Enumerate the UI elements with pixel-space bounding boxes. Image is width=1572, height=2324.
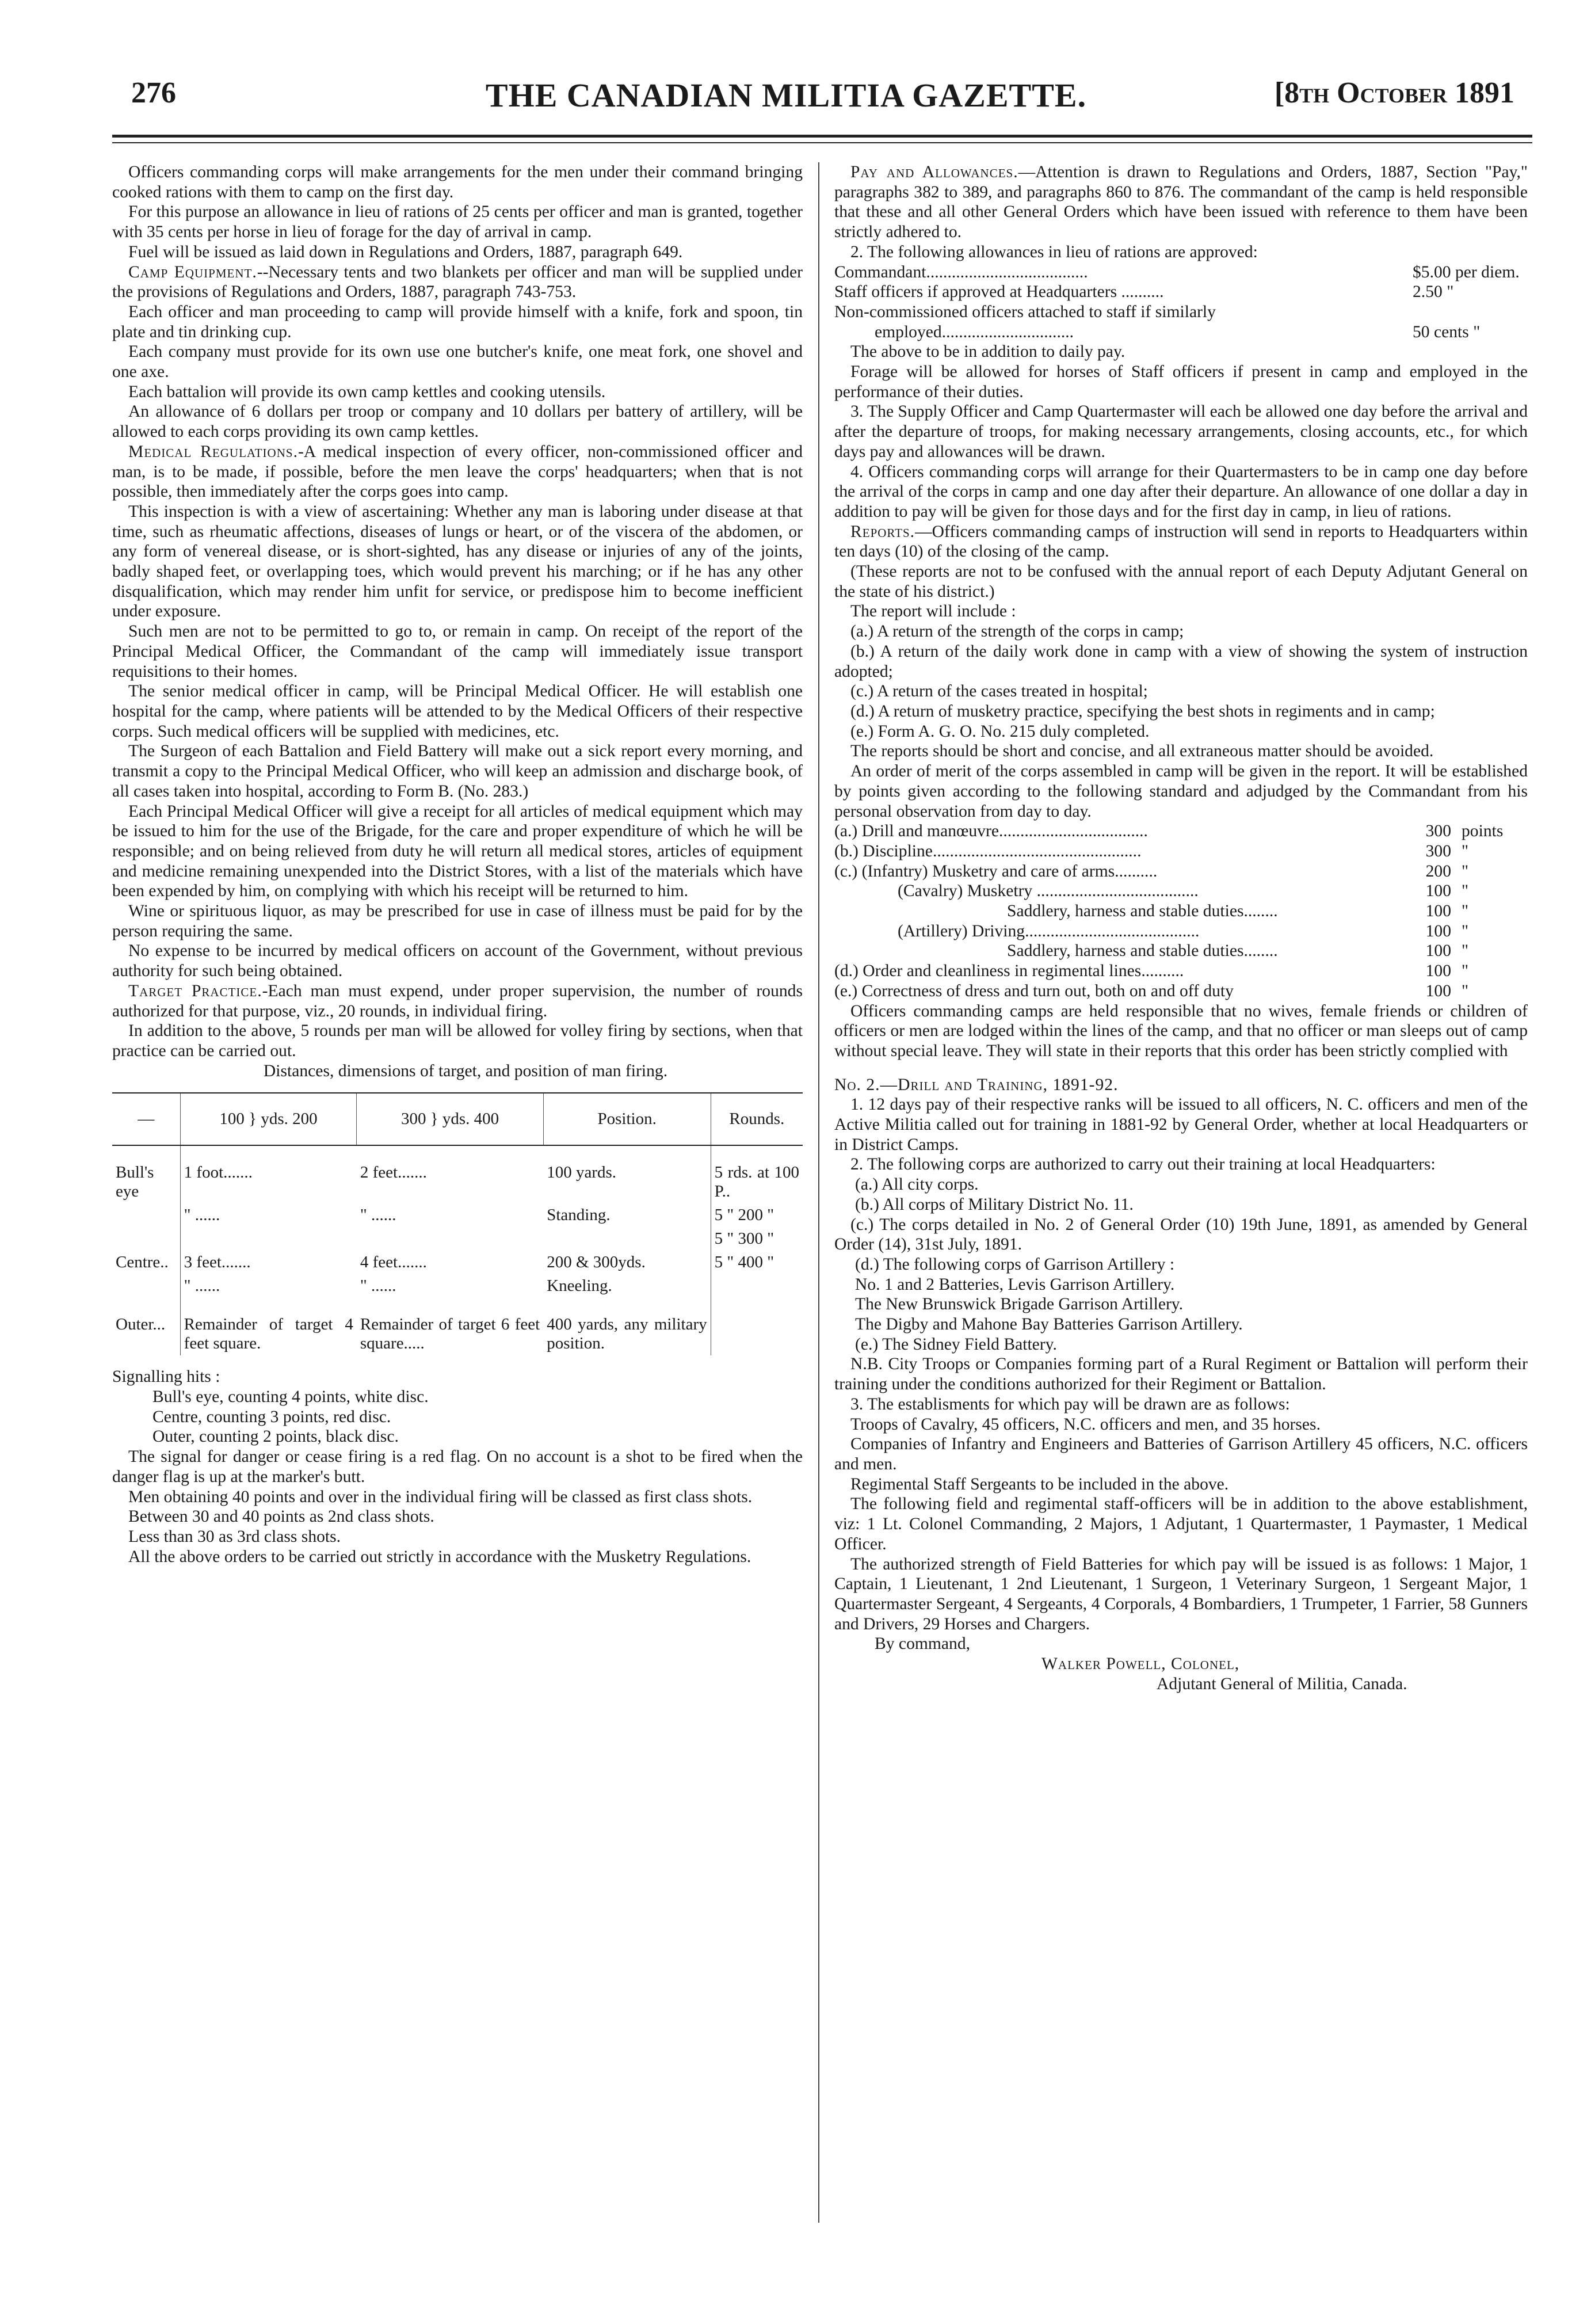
signal-item: Centre, counting 3 points, red disc.: [152, 1407, 391, 1426]
merit-unit: ": [1462, 962, 1469, 981]
table-cell: 5 " 200 ": [714, 1206, 774, 1225]
allowance-value: 50 cents ": [1413, 322, 1481, 341]
issue-date: [8th October 1891: [1274, 77, 1514, 109]
list-item: (d.) The following corps of Garrison Artillery :: [855, 1255, 1175, 1274]
table-cell: [112, 1203, 180, 1227]
paragraph: Such men are not to be permitted to go to, or remain in camp. On receipt of the report of the Principal Medical Officer, the Commandant of the camp will immediately issue transport requisitions to their homes.: [112, 622, 803, 681]
table-row: [112, 1298, 803, 1355]
section-heading: Reports.: [850, 522, 915, 541]
merit-row: [834, 881, 1528, 901]
merit-points: 200: [1425, 862, 1451, 881]
paragraph: Each Principal Medical Officer will give a receipt for all articles of medical equipment which may be issued to him for the use of the Brigade, for the care and proper expenditure of which he will be responsible; and on being relieved from duty he will return all medical stores, articles of equipment and medicine remaining unexpended into the District Stores, with a list of the materials which have been expended by him, on complying with which his receipt will be returned to him.: [112, 802, 803, 901]
table-cell: Kneeling.: [543, 1274, 711, 1298]
distance-table: [112, 1092, 803, 1355]
list-item: (e.) The Sidney Field Battery.: [855, 1335, 1057, 1354]
table-cell: " ......: [360, 1206, 396, 1225]
header-rule: [112, 135, 1532, 138]
signalling-block: [112, 1367, 803, 1447]
paragraph: (These reports are not to be confused with the annual report of each Deputy Adjutant General on the state of his district.): [834, 562, 1528, 601]
page-header: [0, 76, 1572, 122]
allowance-label: Commandant......................................: [834, 262, 1088, 281]
merit-standard-list: [834, 821, 1528, 1001]
table-cell: Standing.: [543, 1203, 711, 1227]
merit-points: 100: [1425, 882, 1451, 901]
table-cell: Remainder of target 6 feet square.....: [360, 1315, 540, 1353]
paragraph: Between 30 and 40 points as 2nd class shots.: [128, 1507, 434, 1526]
paragraph: 4. Officers commanding corps will arrange for their Quartermasters to be in camp one day before the arrival of the corps in camp and one day after their departure. An allowance of one dollar a day in addition to pay will be given for those days and for the first day in camp, in lieu of rations.: [834, 462, 1528, 521]
table-row: [112, 1251, 803, 1274]
paragraph: 2. The following corps are authorized to carry out their training at local Headquarters:: [850, 1155, 1436, 1174]
merit-row: [834, 901, 1528, 921]
signal-item: Bull's eye, counting 4 points, white disc.: [152, 1388, 429, 1407]
paragraph: [834, 522, 1528, 562]
section-heading: Target Practice.: [128, 981, 262, 1000]
paragraph: 2. The following allowances in lieu of rations are approved:: [850, 242, 1258, 261]
publication-title: THE CANADIAN MILITIA GAZETTE.: [485, 77, 1087, 114]
merit-row: [834, 961, 1528, 981]
paragraph: Regimental Staff Sergeants to be included in the above.: [850, 1475, 1229, 1494]
paragraph-text: —Attention is drawn to Regulations and Orders, 1887, Section "Pay," paragraphs 382 to 389, and paragraphs 860 to 876. The commandant of the camp is held responsible that these and all other General Orders which have been issued with reference to them have been strictly adhered to.: [834, 163, 1528, 242]
allowance-label: employed...............................: [875, 322, 1074, 341]
report-item: (a.) A return of the strength of the corps in camp;: [850, 622, 1184, 641]
paragraph: The authorized strength of Field Batteries for which pay will be issued is as follows: 1 Major, 1 Captain, 1 Lieutenant, 1 2nd Lieutenant, 1 Surgeon, 1 Veterinary Surgeon, 1 Sergeant Major, 1 Quartermaster Sergeant, 4 Sergeants, 4 Corporals, 4 Bombardiers, 1 Trumpeter, 1 Farrier, 58 Gunners and Drivers, 29 Horses and Chargers.: [834, 1555, 1528, 1633]
table-cell: 200 & 300yds.: [543, 1251, 711, 1274]
paragraph: No expense to be incurred by medical officers on account of the Government, without previous authority for such being obtained.: [112, 942, 803, 981]
report-item: (e.) Form A. G. O. No. 215 duly completed.: [850, 722, 1150, 741]
merit-points: 100: [1425, 981, 1451, 1000]
allowance-label: Non-commissioned officers attached to staff if similarly: [834, 302, 1216, 321]
paragraph-text: -Each man must expend, under proper supervision, the number of rounds authorized for that purpose, viz., 20 rounds, in individual firing.: [112, 981, 803, 1020]
paragraph: Officers commanding camps are held responsible that no wives, female friends or children of officers or men are lodged within the lines of the camp, and that no officer or man sleeps out of camp without special leave. They will state in their reports that this order has been strictly complied with: [834, 1001, 1528, 1060]
table-row: [112, 1145, 803, 1203]
paragraph: [834, 162, 1528, 242]
merit-label: Saddlery, harness and stable duties........: [1007, 902, 1278, 921]
merit-label: (e.) Correctness of dress and turn out, both on and off duty: [834, 981, 1234, 1000]
list-item: (c.) The corps detailed in No. 2 of General Order (10) 19th June, 1891, as amended by General Order (14), 31st July, 1891.: [834, 1215, 1528, 1254]
column-divider: [818, 162, 819, 2223]
allowance-row: [834, 302, 1528, 322]
paragraph: [112, 262, 803, 302]
report-item: (d.) A return of musketry practice, specifying the best shots in regiments and in camp;: [850, 702, 1435, 721]
table-cell: Outer...: [112, 1298, 180, 1355]
merit-row: [834, 981, 1528, 1001]
paragraph: The above to be in addition to daily pay.: [850, 342, 1125, 361]
list-item: The New Brunswick Brigade Garrison Artillery.: [855, 1295, 1184, 1314]
merit-points: 300: [1425, 822, 1451, 841]
merit-label: (d.) Order and cleanliness in regimental lines..........: [834, 962, 1184, 981]
allowance-row: [834, 262, 1528, 283]
merit-unit: ": [1462, 862, 1469, 881]
table-cell: " ......: [184, 1277, 220, 1296]
table-header-cell: —: [112, 1093, 180, 1145]
paragraph: Each battalion will provide its own camp kettles and cooking utensils.: [128, 382, 606, 401]
page-number: 276: [131, 77, 176, 109]
list-item: (b.) All corps of Military District No. 11.: [855, 1195, 1134, 1214]
section-heading: No. 2.—Drill and Training, 1891-92.: [834, 1075, 1119, 1094]
merit-unit: ": [1462, 921, 1469, 940]
paragraph: This inspection is with a view of ascertaining: Whether any man is laboring under disease at that time, such as rheumatic affections, diseases of lungs or heart, or of the viscera of the abdomen, or any form of venereal disease, or is short-sighted, has any disease or injuries of any of the joints, badly shaped feet, or overlapping toes, which would prevent his marching; or if he has any other disqualification, which may render him unfit for service, or predispose him to become inefficient under exposure.: [112, 502, 803, 621]
paragraph: Officers commanding corps will make arrangements for the men under their command bringing cooked rations with them to camp on the first day.: [112, 163, 803, 201]
merit-unit: points: [1462, 822, 1504, 841]
paragraph: The reports should be short and concise, and all extraneous matter should be avoided.: [850, 742, 1434, 761]
merit-points: 100: [1425, 942, 1451, 961]
paragraph: N.B. City Troops or Companies forming part of a Rural Regiment or Battalion will perform their training under the conditions authorized for their Regiment or Battalion.: [834, 1355, 1528, 1394]
paragraph: An order of merit of the corps assembled in camp will be given in the report. It will be established by points given according to the following standard and adjudged by the Commandant from his personal observation from day to day.: [834, 762, 1528, 821]
table-cell: [357, 1227, 543, 1251]
merit-row: [834, 841, 1528, 862]
merit-label: (a.) Drill and manœuvre...................................: [834, 822, 1148, 841]
merit-unit: ": [1462, 841, 1469, 860]
left-column: [112, 162, 803, 1567]
table-cell: " ......: [184, 1206, 220, 1225]
merit-label: (b.) Discipline.................................................: [834, 841, 1142, 860]
table-row: [112, 1227, 803, 1251]
allowance-value: [1413, 302, 1528, 322]
paragraph: An allowance of 6 dollars per troop or company and 10 dollars per battery of artillery, will be allowed to each corps providing its own camp kettles.: [112, 402, 803, 441]
allowance-value: 2.50 ": [1413, 283, 1454, 302]
paragraph: 3. The establisments for which pay will be drawn are as follows:: [850, 1395, 1290, 1414]
table-cell: 1 foot.......: [184, 1163, 253, 1182]
paragraph: All the above orders to be carried out strictly in accordance with the Musketry Regulations.: [128, 1547, 751, 1566]
paragraph: The signal for danger or cease firing is a red flag. On no account is a shot to be fired when the danger flag is up at the marker's butt.: [112, 1447, 803, 1486]
paragraph: The Surgeon of each Battalion and Field Battery will make out a sick report every morning, and transmit a copy to the Principal Medical Officer, who will keep an admission and discharge book, of all cases taken into hospital, according to Form B. (No. 283.): [112, 742, 803, 801]
table-cell: 5 " 300 ": [714, 1229, 774, 1248]
merit-points: 300: [1425, 841, 1451, 860]
table-cell: 5 " 400 ": [714, 1253, 774, 1272]
table-row: [112, 1274, 803, 1298]
paragraph: Forage will be allowed for horses of Staff officers if present in camp and employed in the performance of their duties.: [834, 363, 1528, 401]
paragraph: [112, 442, 803, 502]
paragraph: The senior medical officer in camp, will be Principal Medical Officer. He will establish one hospital for the camp, where patients will be attended to by the Medical Officers of their respective corps. Such medical officers will be supplied with medicines, etc.: [112, 682, 803, 741]
paragraph: Companies of Infantry and Engineers and Batteries of Garrison Artillery 45 officers, N.C. officers and men.: [834, 1435, 1528, 1473]
report-item: (b.) A return of the daily work done in camp with a view of showing the system of instruction adopted;: [834, 642, 1528, 681]
table-cell: Centre..: [112, 1251, 180, 1274]
paragraph: Troops of Cavalry, 45 officers, N.C. officers and men, and 35 horses.: [850, 1415, 1321, 1434]
paragraph: 3. The Supply Officer and Camp Quartermaster will each be allowed one day before the arrival and after the departure of troops, for making necessary arrangements, closing accounts, etc., for which days pay and allowances will be drawn.: [834, 402, 1528, 461]
paragraph: 1. 12 days pay of their respective ranks will be issued to all officers, N. C. officers and men of the Active Militia called out for training in 1881-92 by General Order, whether at local Headquarters or in District Camps.: [834, 1095, 1528, 1154]
signature-title: Adjutant General of Militia, Canada.: [1157, 1674, 1407, 1693]
table-caption: Distances, dimensions of target, and position of man firing.: [263, 1061, 668, 1080]
merit-row: [834, 941, 1528, 961]
table-cell: " ......: [360, 1277, 396, 1296]
paragraph: Less than 30 as 3rd class shots.: [128, 1527, 341, 1546]
table-row: [112, 1203, 803, 1227]
paragraph-text: —Officers commanding camps of instruction will send in reports to Headquarters within ten days (10) of the closing of the camp.: [834, 522, 1528, 561]
paragraph: Wine or spirituous liquor, as may be prescribed for use in case of illness must be paid for by the person requiring the same.: [112, 902, 803, 940]
merit-points: 100: [1425, 902, 1451, 921]
allowance-row: [834, 322, 1528, 342]
list-item: The Digby and Mahone Bay Batteries Garrison Artillery.: [855, 1315, 1243, 1334]
merit-row: [834, 862, 1528, 882]
merit-label: (Cavalry) Musketry ......................................: [898, 882, 1199, 901]
merit-label: Saddlery, harness and stable duties........: [1007, 942, 1278, 961]
table-header-row: [112, 1093, 803, 1145]
table-cell: 2 feet.......: [360, 1163, 427, 1182]
merit-label: (c.) (Infantry) Musketry and care of arms..........: [834, 862, 1158, 881]
paragraph: [112, 981, 803, 1021]
table-cell: [543, 1227, 711, 1251]
paragraph-text: -A medical inspection of every officer, non-commissioned officer and man, is to be made, if possible, before the men leave the corps' headquarters; when that is not possible, then immediately after the corps goes into camp.: [112, 442, 803, 501]
paragraph-text: --Necessary tents and two blankets per officer and man will be supplied under the provisions of Regulations and Orders, 1887, paragraph 743-753.: [112, 262, 803, 302]
table-header-cell: Rounds.: [729, 1110, 785, 1129]
merit-unit: ": [1462, 902, 1469, 921]
paragraph: Men obtaining 40 points and over in the individual firing will be classed as first class shots.: [128, 1487, 753, 1506]
allowance-value: $5.00 per diem.: [1413, 262, 1520, 281]
section-heading: Pay and Allowances.: [850, 163, 1018, 181]
list-item: No. 1 and 2 Batteries, Levis Garrison Artillery.: [855, 1275, 1175, 1294]
table-cell: 3 feet.......: [184, 1253, 251, 1272]
target-table: [112, 1092, 803, 1355]
merit-unit: ": [1462, 981, 1469, 1000]
table-cell: 4 feet.......: [360, 1253, 427, 1272]
paragraph: The following field and regimental staff-officers will be in addition to the above establishment, viz: 1 Lt. Colonel Commanding, 2 Majors, 1 Adjutant, 1 Quartermaster, 1 Paymaster, 1 Medical Officer.: [834, 1495, 1528, 1553]
table-header-cell: 100 } yds. 200: [180, 1093, 357, 1145]
allowance-row: [834, 282, 1528, 302]
table-cell: [711, 1274, 803, 1298]
right-column: [834, 162, 1528, 1694]
table-cell: 100 yards.: [543, 1145, 711, 1203]
table-cell: Remainder of target 4 feet square.: [184, 1315, 353, 1353]
table-cell: [112, 1274, 180, 1298]
merit-row: [834, 921, 1528, 942]
merit-label: (Artillery) Driving.........................................: [898, 921, 1200, 940]
section-heading: Camp Equipment.: [128, 262, 257, 281]
paragraph: Each officer and man proceeding to camp will provide himself with a knife, fork and spoon, tin plate and tin drinking cup.: [112, 302, 803, 341]
paragraph: For this purpose an allowance in lieu of rations of 25 cents per officer and man is granted, together with 35 cents per horse in lieu of forage for the day of arrival in camp.: [112, 203, 803, 242]
paragraph: In addition to the above, 5 rounds per man will be allowed for volley firing by sections, when that practice can be carried out.: [112, 1022, 803, 1060]
allowance-label: Staff officers if approved at Headquarters ..........: [834, 283, 1164, 302]
table-cell: [112, 1227, 180, 1251]
merit-row: [834, 821, 1528, 841]
signalling-heading: Signalling hits :: [112, 1367, 220, 1386]
report-item: (c.) A return of the cases treated in hospital;: [850, 682, 1148, 701]
list-item: (a.) All city corps.: [855, 1175, 979, 1194]
merit-points: 100: [1425, 921, 1451, 940]
table-cell: [711, 1298, 803, 1355]
table-cell: 400 yards, any military position.: [543, 1298, 711, 1355]
table-cell: 5 rds. at 100 P..: [714, 1163, 799, 1201]
by-command: By command,: [875, 1635, 971, 1654]
table-header-cell: 300 } yds. 400: [357, 1093, 543, 1145]
merit-unit: ": [1462, 942, 1469, 961]
signal-item: Outer, counting 2 points, black disc.: [152, 1427, 399, 1446]
paragraph: Each company must provide for its own use one butcher's knife, one meat fork, one shovel and one axe.: [112, 342, 803, 382]
table-header-cell: Position.: [543, 1093, 711, 1145]
merit-points: 100: [1425, 962, 1451, 981]
paragraph: The report will include :: [850, 602, 1016, 621]
section-heading: Medical Regulations.: [128, 442, 298, 461]
paragraph: Fuel will be issued as laid down in Regulations and Orders, 1887, paragraph 649.: [128, 242, 683, 261]
merit-unit: ": [1462, 882, 1469, 901]
table-cell: Bull's eye: [112, 1145, 180, 1203]
signature-name: Walker Powell, Colonel,: [1041, 1655, 1240, 1674]
header-rule-thin: [112, 142, 1532, 143]
table-cell: [180, 1227, 357, 1251]
